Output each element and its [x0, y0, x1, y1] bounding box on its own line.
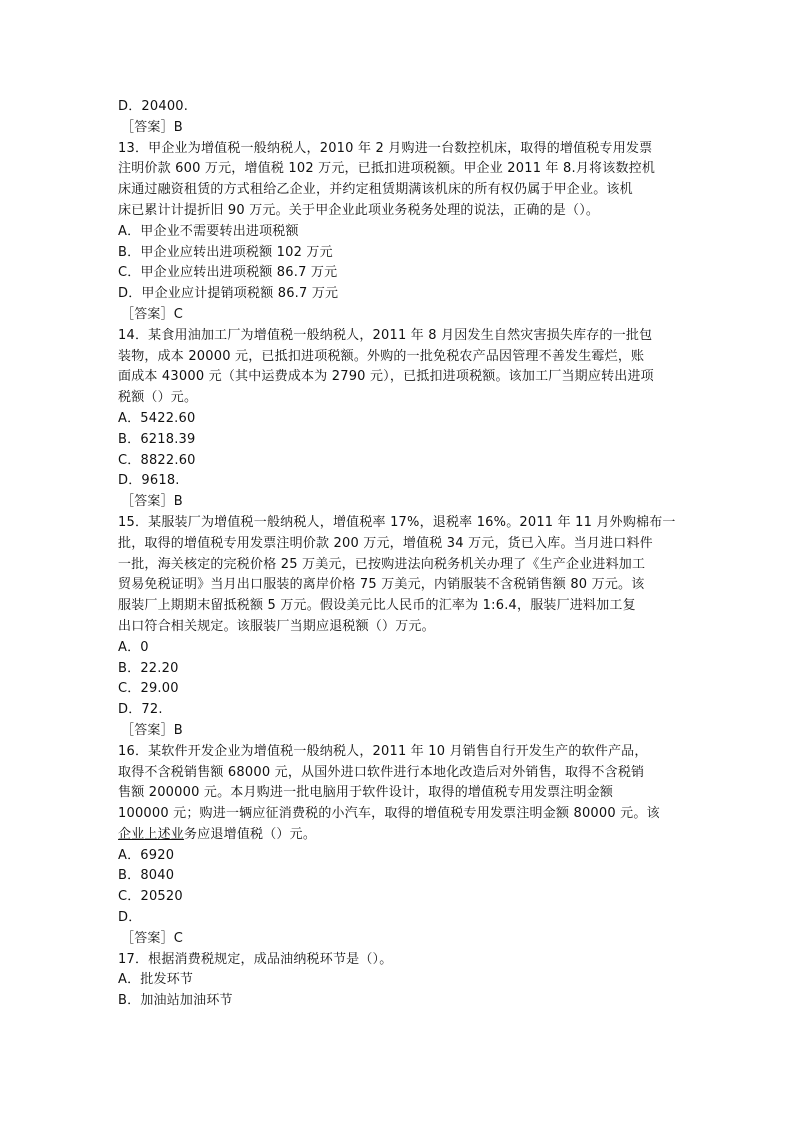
question-line: 税额（）元。: [118, 390, 198, 406]
question-line: 出口符合相关规定。该服装厂当期应退税额（）万元。: [118, 618, 435, 634]
answer-line: ［答案］B: [121, 494, 183, 510]
option-line: B．6218.39: [118, 431, 196, 447]
option-line: B．8040: [118, 868, 175, 884]
question-line: 16．某软件开发企业为增值税一般纳税人，2011 年 10 月销售自行开发生产的软件产品，: [118, 743, 648, 759]
option-line: C．甲企业应转出进项税额 86.7 万元: [118, 265, 338, 281]
option-line: D．72.: [118, 702, 163, 718]
question-line: 100000 元；购进一辆应征消费税的小汽车，取得的增值税专用发票注明金额 80000 元。该: [118, 806, 660, 822]
option-line: A．批发环节: [118, 972, 194, 988]
option-line: C．29.00: [118, 681, 179, 697]
question-line: 装物，成本 20000 元，已抵扣进项税额。外购的一批免税农产品因管理不善发生霉烂，账: [118, 348, 645, 364]
option-line: B．甲企业应转出进项税额 102 万元: [118, 244, 333, 260]
underlined-text: 企业上述业: [118, 826, 185, 842]
question-line: 15．某服装厂为增值税一般纳税人，增值税率 17%，退税率 16%。2011 年 11 月外购棉布一: [118, 514, 676, 530]
line-rest-text: 务应退增值税（）元。: [184, 826, 317, 842]
question-line: [118, 825, 678, 846]
option-line: D．: [118, 910, 142, 926]
question-line: 17．根据消费税规定，成品油纳税环节是（）。: [118, 951, 393, 967]
option-line: D．甲企业应计提销项税额 86.7 万元: [118, 286, 339, 302]
answer-line: ［答案］C: [121, 306, 184, 322]
question-line: 批，取得的增值税专用发票注明价款 200 万元，增值税 34 万元，货已入库。当月进口料件: [118, 535, 653, 551]
question-line: 13．甲企业为增值税一般纳税人，2010 年 2 月购进一台数控机床，取得的增值税专用发票: [118, 140, 653, 156]
question-line: 床已累计计提折旧 90 万元。关于甲企业此项业务税务处理的说法，正确的是（）。: [118, 202, 600, 218]
answer-line: ［答案］C: [121, 930, 184, 946]
question-line: 取得不含税销售额 68000 元，从国外进口软件进行本地化改造后对外销售，取得不含税销: [118, 764, 645, 780]
option-line: C．20520: [118, 889, 183, 905]
option-line: B．22.20: [118, 660, 179, 676]
option-line: B．加油站加油环节: [118, 993, 233, 1009]
option-line: A．6920: [118, 847, 175, 863]
question-line: 服装厂上期期末留抵税额 5 万元。假设美元比人民币的汇率为 1:6.4，服装厂进料加工复: [118, 598, 636, 614]
question-line: 面成本 43000 元（其中运费成本为 2790 元），已抵扣进项税额。该加工厂当期应转出进项: [118, 369, 654, 385]
question-line: 14．某食用油加工厂为增值税一般纳税人，2011 年 8 月因发生自然灾害损失库存的一批包: [118, 327, 653, 343]
question-line: 床通过融资租赁的方式租给乙企业，并约定租赁期满该机床的所有权仍属于甲企业。该机: [118, 182, 633, 198]
question-line: 售额 200000 元。本月购进一批电脑用于软件设计，取得的增值税专用发票注明金额: [118, 785, 614, 801]
option-line: A．甲企业不需要转出进项税额: [118, 223, 299, 239]
question-line: 贸易免税证明》当月出口服装的离岸价格 75 万美元，内销服装不含税销售额 80 万元。该: [118, 577, 645, 593]
option-line: C．8822.60: [118, 452, 196, 468]
option-line: A．0: [118, 639, 149, 655]
option-line: D．20400.: [118, 99, 189, 114]
option-line: D．9618.: [118, 473, 180, 489]
answer-line: ［答案］B: [121, 119, 183, 135]
option-line: A．5422.60: [118, 410, 196, 426]
document-page: [118, 97, 678, 1012]
question-line: 注明价款 600 万元，增值税 102 万元，已抵扣进项税额。甲企业 2011 年 8.月将该数控机: [118, 161, 656, 177]
question-line: 一批，海关核定的完税价格 25 万美元，已按购进法向税务机关办理了《生产企业进料加工: [118, 556, 646, 572]
answer-line: ［答案］B: [121, 722, 183, 738]
